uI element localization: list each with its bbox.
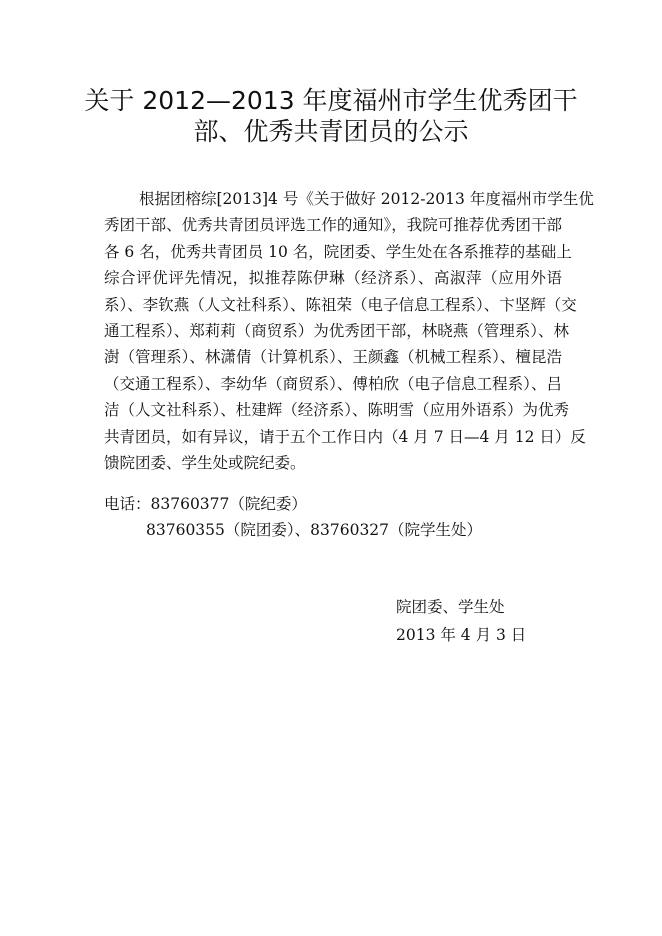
signature-block	[396, 593, 526, 649]
notice-body	[104, 186, 594, 476]
body-line: 系）、李钦燕（人文社科系）、陈祖荣（电子信息工程系）、卞坚辉（交	[104, 295, 577, 314]
signature-date: 2013 年 4 月 3 日	[396, 626, 527, 644]
document-title	[0, 85, 662, 147]
body-line: 澍（管理系）、林潇倩（计算机系）、王颜鑫（机械工程系）、檀昆浩	[104, 348, 562, 367]
body-line: 各 6 名，优秀共青团员 10 名，院团委、学生处在各系推荐的基础上	[104, 242, 572, 261]
contact-info	[104, 491, 482, 544]
title-line-1: 关于 2012—2013 年度福州市学生优秀团干	[84, 86, 578, 115]
signature-org: 院团委、学生处	[396, 598, 505, 616]
title-line-2: 部、优秀共青团员的公示	[193, 117, 469, 146]
body-line: 通工程系）、郑莉莉（商贸系）为优秀团干部，林晓燕（管理系）、林	[104, 321, 570, 340]
body-line: 根据团榕综[2013]4 号《关于做好 2012-2013 年度福州市学生优	[139, 190, 594, 208]
body-line: 综合评优评先情况，拟推荐陈伊琳（经济系）、高淑萍（应用外语	[104, 269, 562, 288]
contact-line-2: 83760355（院团委）、83760327（院学生处）	[146, 521, 483, 540]
body-line: 洁（人文社科系）、杜建辉（经济系）、陈明雪（应用外语系）为优秀	[104, 401, 570, 420]
body-line: 馈院团委、学生处或院纪委。	[104, 453, 306, 472]
body-line: 共青团员，如有异议，请于五个工作日内（4 月 7 日—4 月 12 日）反	[104, 427, 586, 446]
contact-line-1: 电话：83760377（院纪委）	[104, 495, 307, 513]
body-line: 秀团干部、优秀共青团员评选工作的通知》，我院可推荐优秀团干部	[104, 216, 562, 235]
body-line: （交通工程系）、李幼华（商贸系）、傅柏欣（电子信息工程系）、吕	[104, 374, 562, 393]
